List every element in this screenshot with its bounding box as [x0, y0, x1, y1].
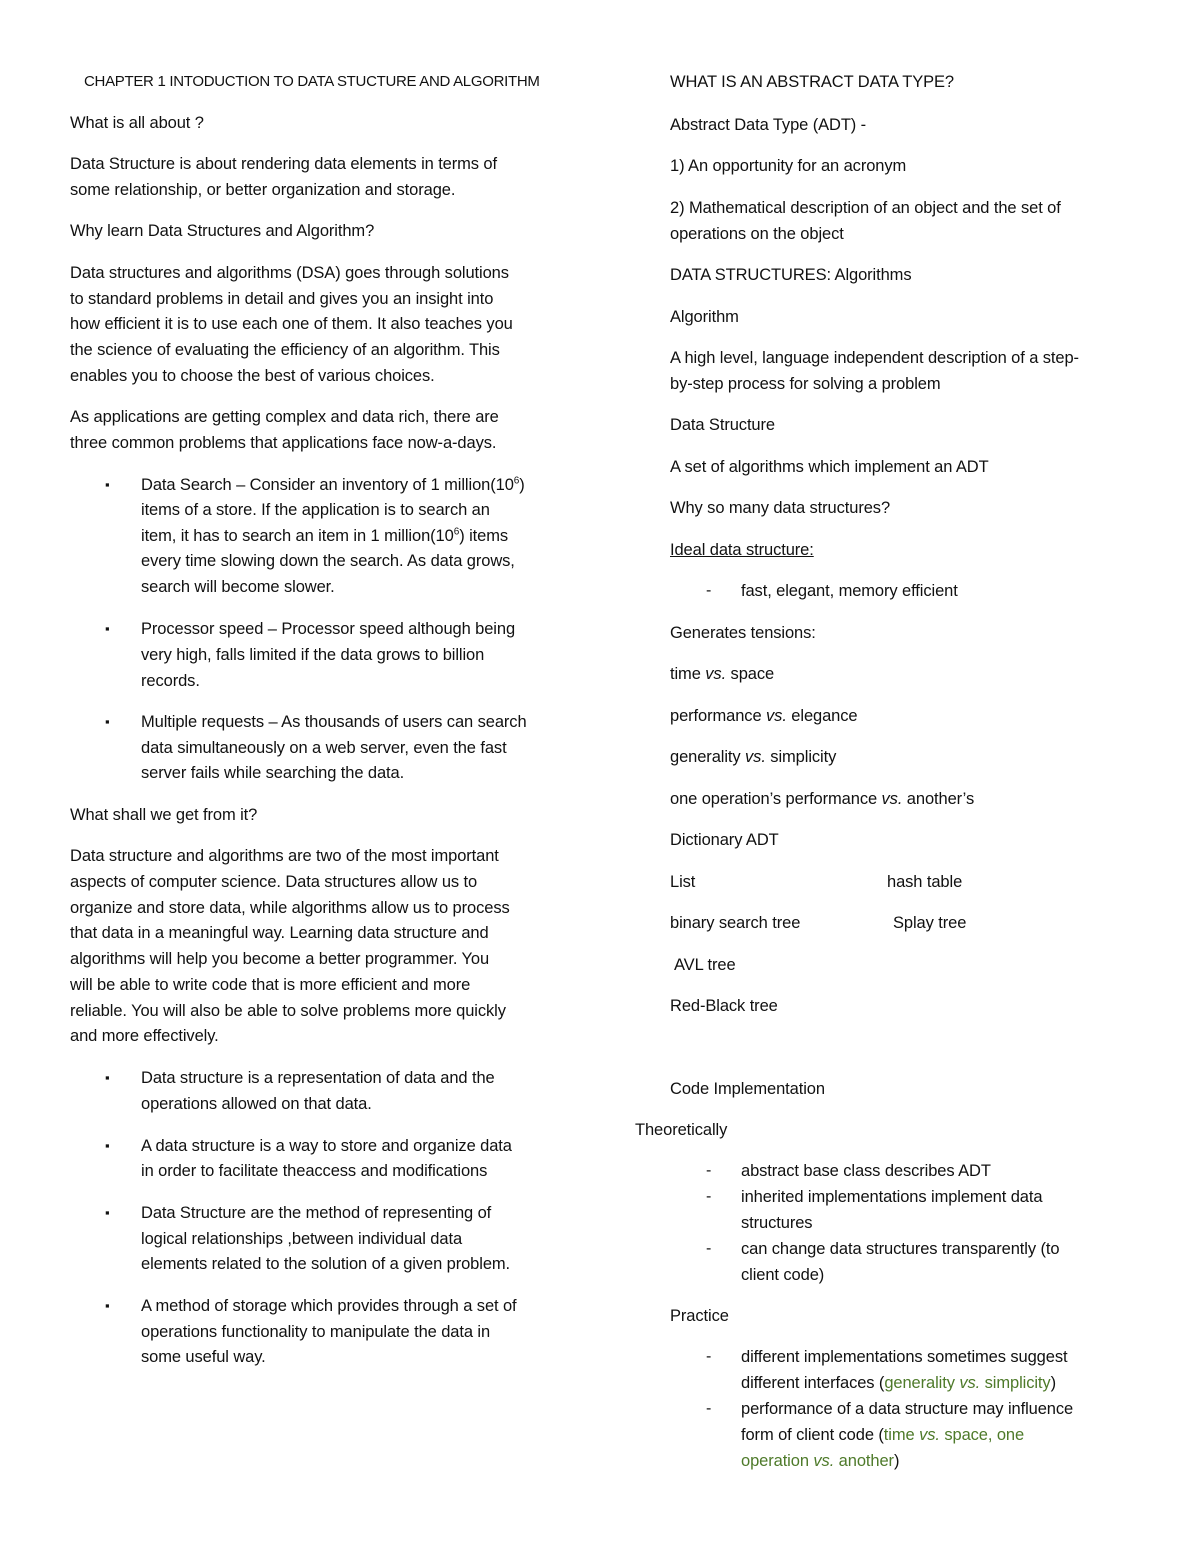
text-line: Data Structure	[670, 416, 775, 434]
bullet-marker: ▪	[105, 477, 110, 492]
paragraph-line: aspects of computer science. Data structures allow us to	[70, 873, 478, 891]
underlined-heading: Ideal data structure:	[670, 541, 814, 559]
paragraph-line: Data Structure is about rendering data elements in terms of	[70, 155, 497, 173]
bullet-line: records.	[141, 672, 200, 690]
question-heading: Why learn Data Structures and Algorithm?	[70, 222, 375, 240]
bullet-line: very high, falls limited if the data grows to billion	[141, 646, 485, 664]
bullet-line: search will become slower.	[141, 578, 335, 596]
text-line: different interfaces (generality vs. simplicity)	[741, 1374, 1056, 1392]
text-line: A high level, language independent description of a step-	[670, 349, 1079, 367]
bullet-marker: ▪	[105, 1298, 110, 1313]
bullet-line: data simultaneously on a web server, even the fast	[141, 739, 507, 757]
text-line: performance vs. elegance	[670, 707, 858, 725]
paragraph-line: will be able to write code that is more efficient and more	[70, 976, 471, 994]
paragraph-line: the science of evaluating the efficiency of an algorithm. This	[70, 341, 500, 359]
text-line: 1) An opportunity for an acronym	[670, 157, 907, 175]
dash-marker: -	[706, 1240, 712, 1257]
text-line: by-step process for solving a problem	[670, 375, 941, 393]
bullet-marker: ▪	[105, 1138, 110, 1153]
text-line: different implementations sometimes suggest	[741, 1348, 1068, 1366]
section-heading: WHAT IS AN ABSTRACT DATA TYPE?	[670, 73, 954, 91]
bullet-line: every time slowing down the search. As data grows,	[141, 552, 515, 570]
text-line: Why so many data structures?	[670, 499, 891, 517]
bullet-line: logical relationships ,between individual data	[141, 1230, 463, 1248]
paragraph-line: Data structures and algorithms (DSA) goes through solutions	[70, 264, 509, 282]
paragraph-line: that data in a meaningful way. Learning data structure and	[70, 924, 489, 942]
text-line: List	[670, 873, 696, 891]
bullet-line: Processor speed – Processor speed although being	[141, 620, 516, 638]
paragraph-line: Data structure and algorithms are two of the most important	[70, 847, 499, 865]
text-line: 2) Mathematical description of an object and the set of	[670, 199, 1061, 217]
text-line: generality vs. simplicity	[670, 748, 837, 766]
dash-marker: -	[706, 1348, 712, 1365]
paragraph-line: organize and store data, while algorithms allow us to process	[70, 899, 510, 917]
bullet-marker: ▪	[105, 1070, 110, 1085]
paragraph-line: reliable. You will also be able to solve problems more quickly	[70, 1002, 506, 1020]
bullet-line: Data Structure are the method of representing of	[141, 1204, 492, 1222]
text-line: binary search tree	[670, 914, 801, 932]
text-line: A set of algorithms which implement an ADT	[670, 458, 989, 476]
dash-marker: -	[706, 1188, 712, 1205]
chapter-title: CHAPTER 1 INTODUCTION TO DATA STUCTURE AND ALGORITHM	[84, 73, 540, 90]
paragraph-line: some relationship, or better organization and storage.	[70, 181, 456, 199]
text-line: inherited implementations implement data	[741, 1188, 1043, 1206]
section-heading: Practice	[670, 1307, 729, 1325]
text-line: Abstract Data Type (ADT) -	[670, 116, 867, 134]
text-line: client code)	[741, 1266, 825, 1284]
paragraph-line: to standard problems in detail and gives you an insight into	[70, 290, 494, 308]
bullet-marker: ▪	[105, 621, 110, 636]
bullet-line: Data structure is a representation of data and the	[141, 1069, 495, 1087]
text-line: abstract base class describes ADT	[741, 1162, 991, 1180]
dash-marker: -	[706, 1162, 712, 1179]
text-line: time vs. space	[670, 665, 775, 683]
text-line: operations on the object	[670, 225, 844, 243]
bullet-line: items of a store. If the application is to search an	[141, 501, 490, 519]
text-line: form of client code (time vs. space, one	[741, 1426, 1025, 1444]
bullet-line: server fails while searching the data.	[141, 764, 405, 782]
bullet-line: A method of storage which provides through a set of	[141, 1297, 517, 1315]
question-heading: What shall we get from it?	[70, 806, 258, 824]
paragraph-line: and more effectively.	[70, 1027, 219, 1045]
text-line: Algorithm	[670, 308, 739, 326]
bullet-line: operations allowed on that data.	[141, 1095, 372, 1113]
dash-marker: -	[706, 582, 712, 599]
text-line: can change data structures transparently (to	[741, 1240, 1060, 1258]
text-line: Generates tensions:	[670, 624, 816, 642]
paragraph-line: As applications are getting complex and data rich, there are	[70, 408, 499, 426]
bullet-line: A data structure is a way to store and organize data	[141, 1137, 512, 1155]
text-line: Splay tree	[893, 914, 967, 932]
dash-marker: -	[706, 1400, 712, 1417]
text-line: performance of a data structure may influence	[741, 1400, 1074, 1418]
bullet-line: operations functionality to manipulate the data in	[141, 1323, 491, 1341]
bullet-line: elements related to the solution of a given problem.	[141, 1255, 511, 1273]
bullet-line: Multiple requests – As thousands of users can search	[141, 713, 527, 731]
paragraph-line: how efficient it is to use each one of them. It also teaches you	[70, 315, 513, 333]
paragraph-line: three common problems that applications face now-a-days.	[70, 434, 497, 452]
text-line: operation vs. another)	[741, 1452, 900, 1470]
paragraph-line: algorithms will help you become a better programmer. You	[70, 950, 490, 968]
text-line: one operation’s performance vs. another’s	[670, 790, 975, 808]
bullet-line: Data Search – Consider an inventory of 1 $million(10^6)$	[141, 475, 525, 494]
bullet-line: item, it has to search an item in 1 $million(10^6)$ items	[141, 526, 508, 545]
paragraph-line: enables you to choose the best of various choices.	[70, 367, 435, 385]
text-line: structures	[741, 1214, 813, 1232]
bullet-line: some useful way.	[141, 1348, 266, 1366]
text-line: Dictionary ADT	[670, 831, 779, 849]
text-line: DATA STRUCTURES: Algorithms	[670, 266, 912, 284]
text-line: AVL tree	[674, 956, 736, 974]
section-heading: Code Implementation	[670, 1080, 825, 1098]
text-line: hash table	[887, 873, 963, 891]
text-line: Red-Black tree	[670, 997, 778, 1015]
text-line: fast, elegant, memory efficient	[741, 582, 958, 600]
question-heading: What is all about ?	[70, 114, 204, 132]
section-heading: Theoretically	[635, 1121, 728, 1139]
bullet-marker: ▪	[105, 1205, 110, 1220]
bullet-line: in order to facilitate theaccess and modifications	[141, 1162, 488, 1180]
bullet-marker: ▪	[105, 714, 110, 729]
